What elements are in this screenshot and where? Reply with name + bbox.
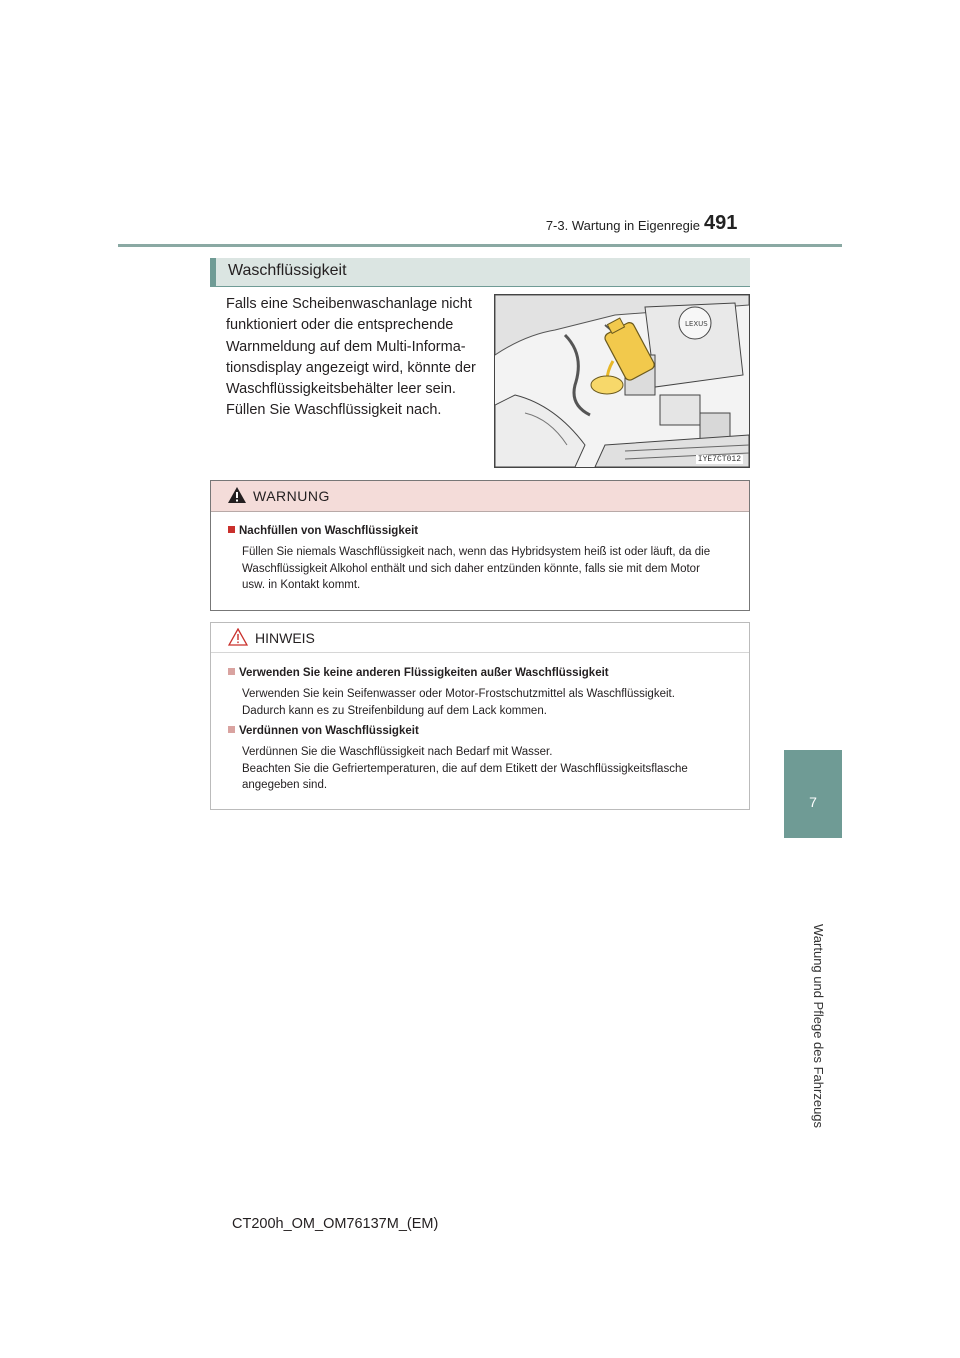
- section-title-bar: [210, 258, 750, 286]
- illustration-code: IYE7CT012: [697, 455, 741, 464]
- bullet-square-icon: [228, 726, 235, 733]
- body-line: funktioniert oder die entsprechende: [226, 317, 454, 334]
- notice-label: HINWEIS: [255, 630, 315, 646]
- bullet-square-icon: [228, 526, 235, 533]
- notice-item-body: Verdünnen Sie die Waschflüssigkeit nach Bedarf mit Wasser. Beachten Sie die Gefriertemperaturen, die auf dem Etikett der Waschflüssigkeitsflasche angegeben sind.: [242, 746, 688, 792]
- notice-box: [210, 622, 750, 810]
- notice-item-title: Verwenden Sie keine anderen Flüssigkeiten außer Waschflüssigkeit: [228, 667, 609, 679]
- svg-text:LEXUS: LEXUS: [685, 320, 708, 328]
- body-line: Warnmeldung auf dem Multi-Informa-: [226, 338, 466, 355]
- warning-header: [211, 481, 749, 512]
- header-rule: [118, 244, 842, 247]
- bullet-square-icon: [228, 668, 235, 675]
- warning-item-title: Nachfüllen von Waschflüssigkeit: [228, 525, 418, 537]
- warning-triangle-icon: [228, 487, 246, 503]
- warning-label: WARNUNG: [253, 488, 330, 504]
- body-line: Falls eine Scheibenwaschanlage nicht: [226, 296, 472, 312]
- chapter-number: 7: [809, 794, 817, 810]
- section-title-rule: [210, 286, 750, 287]
- running-header-section: 7-3. Wartung in Eigenregie: [545, 218, 700, 233]
- chapter-title-vertical: Wartung und Pflege des Fahrzeugs: [811, 924, 826, 1129]
- notice-header: [211, 623, 749, 653]
- body-line: tionsdisplay angezeigt wird, könnte der: [226, 359, 476, 376]
- notice-item-title: Verdünnen von Waschflüssigkeit: [228, 725, 419, 737]
- engine-bay-illustration: [494, 294, 750, 468]
- warning-box: [210, 480, 750, 611]
- chapter-tab: [784, 750, 842, 838]
- notice-item-body: Verwenden Sie kein Seifenwasser oder Motor-Frostschutzmittel als Waschflüssigkeit. Dadurch kann es zu Streifenbildung auf dem Lack kommen.: [242, 688, 675, 717]
- body-line: Waschflüssigkeitsbehälter leer sein.: [226, 381, 456, 398]
- page-number: 491: [704, 212, 738, 234]
- caution-triangle-icon: [228, 628, 248, 646]
- section-title: Waschflüssigkeit: [228, 262, 347, 279]
- section-body: [226, 294, 478, 422]
- document-code: CT200h_OM_OM76137M_(EM): [232, 1216, 439, 1232]
- warning-item-body: Füllen Sie niemals Waschflüssigkeit nach, wenn das Hybridsystem heiß ist oder läuft, da die Waschflüssigkeit Alkohol enthält und sich daher entzünden könnte, falls sie mit dem Motor usw. in Kontakt kommt.: [242, 546, 711, 592]
- body-line: Füllen Sie Waschflüssigkeit nach.: [226, 402, 442, 419]
- engine-bay-drawing: [495, 295, 749, 467]
